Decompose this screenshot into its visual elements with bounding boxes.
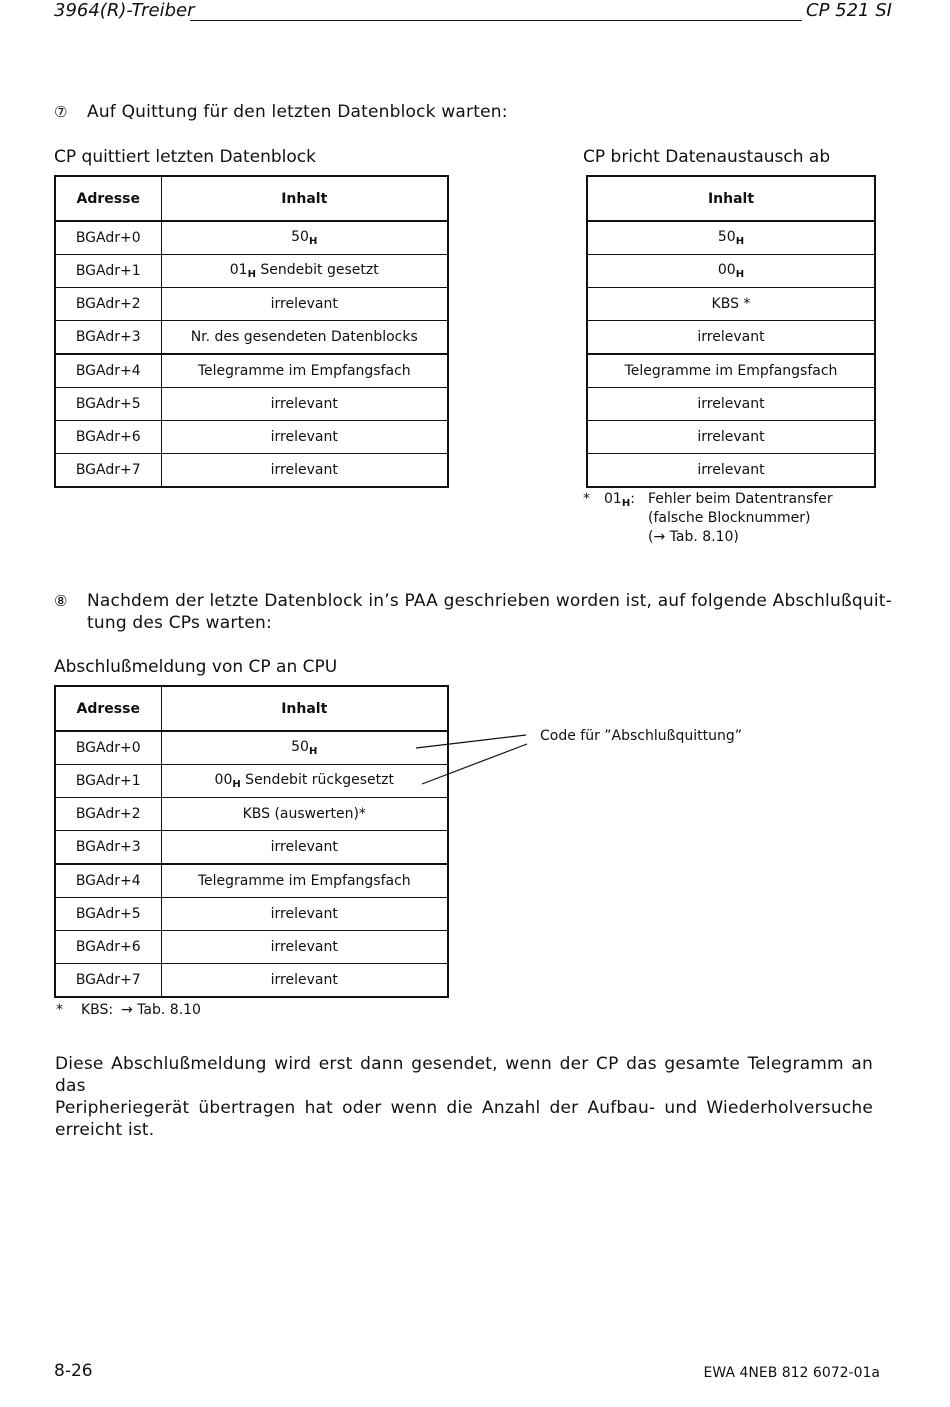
address-cell: BGAdr+4 xyxy=(55,864,161,898)
table-right-caption: CP bricht Datenaustausch ab xyxy=(583,147,831,167)
content-cell: $50_H$ xyxy=(161,731,448,765)
content-cell: irrelevant xyxy=(161,288,448,321)
paragraph-line-3: erreicht ist. xyxy=(55,1120,155,1140)
body-paragraph xyxy=(55,1053,873,1141)
content-cell: irrelevant xyxy=(161,421,448,454)
address-cell: BGAdr+5 xyxy=(55,388,161,421)
address-cell: BGAdr+0 xyxy=(55,731,161,765)
header-product: CP 521 SI xyxy=(806,0,892,21)
step-text-line-1: Nachdem der letzte Datenblock in’s PAA geschrieben worden ist, auf folgende Abschlußquit- xyxy=(87,591,892,611)
content-cell: irrelevant xyxy=(587,454,875,488)
footnote-star: * xyxy=(583,491,590,507)
address-cell: BGAdr+3 xyxy=(55,321,161,355)
content-cell: $01_H$ Sendebit gesetzt xyxy=(161,255,448,288)
content-cell: $00_H$ Sendebit rückgesetzt xyxy=(161,765,448,798)
column-header-content: Inhalt xyxy=(161,686,448,731)
address-cell: BGAdr+0 xyxy=(55,221,161,255)
footnote-line-1: Fehler beim Datentransfer xyxy=(648,491,833,507)
step-number: ⑦ xyxy=(54,103,68,121)
address-cell: BGAdr+2 xyxy=(55,288,161,321)
table-bottom-footnote xyxy=(56,1001,356,1021)
footnote-ref: → Tab. 8.10 xyxy=(121,1002,201,1018)
footnote-code: $01_H$: xyxy=(604,491,635,509)
step-number: ⑧ xyxy=(54,592,68,610)
table-bottom-caption: Abschlußmeldung von CP an CPU xyxy=(54,657,338,677)
content-cell: irrelevant xyxy=(587,321,875,355)
address-cell: BGAdr+6 xyxy=(55,931,161,964)
footnote-star: * xyxy=(56,1002,63,1018)
content-cell: irrelevant xyxy=(161,898,448,931)
content-cell: Telegramme im Empfangsfach xyxy=(161,354,448,388)
footnote-label: KBS: xyxy=(81,1002,114,1018)
column-header-address: Adresse xyxy=(55,176,161,221)
content-cell: $50_H$ xyxy=(161,221,448,255)
column-header-content: Inhalt xyxy=(161,176,448,221)
address-cell: BGAdr+6 xyxy=(55,421,161,454)
content-cell: irrelevant xyxy=(161,454,448,488)
column-header-content: Inhalt xyxy=(587,176,875,221)
address-cell: BGAdr+7 xyxy=(55,964,161,998)
address-cell: BGAdr+5 xyxy=(55,898,161,931)
content-cell: KBS (auswerten)* xyxy=(161,798,448,831)
step-text: Auf Quittung für den letzten Datenblock warten: xyxy=(87,102,508,122)
content-cell: $00_H$ xyxy=(587,255,875,288)
table-left-caption: CP quittiert letzten Datenblock xyxy=(54,147,316,167)
step-text-line-2: tung des CPs warten: xyxy=(87,613,272,633)
address-cell: BGAdr+1 xyxy=(55,765,161,798)
content-cell: irrelevant xyxy=(587,421,875,454)
content-cell: irrelevant xyxy=(161,831,448,865)
content-cell: KBS * xyxy=(587,288,875,321)
footnote-line-3: (→ Tab. 8.10) xyxy=(648,529,739,545)
document-id: EWA 4NEB 812 6072-01a xyxy=(703,1365,880,1381)
address-cell: BGAdr+3 xyxy=(55,831,161,865)
annotation-label: Code für ”Abschlußquittung” xyxy=(540,728,742,744)
address-cell: BGAdr+7 xyxy=(55,454,161,488)
content-cell: $50_H$ xyxy=(587,221,875,255)
address-cell: BGAdr+1 xyxy=(55,255,161,288)
content-cell: irrelevant xyxy=(161,964,448,998)
content-cell: irrelevant xyxy=(587,388,875,421)
header-title: 3964(R)-Treiber xyxy=(54,0,195,21)
content-cell: Telegramme im Empfangsfach xyxy=(587,354,875,388)
paragraph-line-2: Peripheriegerät übertragen hat oder wenn die Anzahl der Aufbau- und Wiederholversuche xyxy=(55,1098,873,1118)
content-cell: irrelevant xyxy=(161,388,448,421)
paragraph-line-1: Diese Abschlußmeldung wird erst dann gesendet, wenn der CP das gesamte Telegramm an das xyxy=(55,1054,873,1096)
column-header-address: Adresse xyxy=(55,686,161,731)
content-cell: Nr. des gesendeten Datenblocks xyxy=(161,321,448,355)
page-number: 8-26 xyxy=(54,1361,93,1381)
address-cell: BGAdr+2 xyxy=(55,798,161,831)
content-cell: Telegramme im Empfangsfach xyxy=(161,864,448,898)
address-cell: BGAdr+4 xyxy=(55,354,161,388)
footnote-line-2: (falsche Blocknummer) xyxy=(648,510,811,526)
content-cell: irrelevant xyxy=(161,931,448,964)
